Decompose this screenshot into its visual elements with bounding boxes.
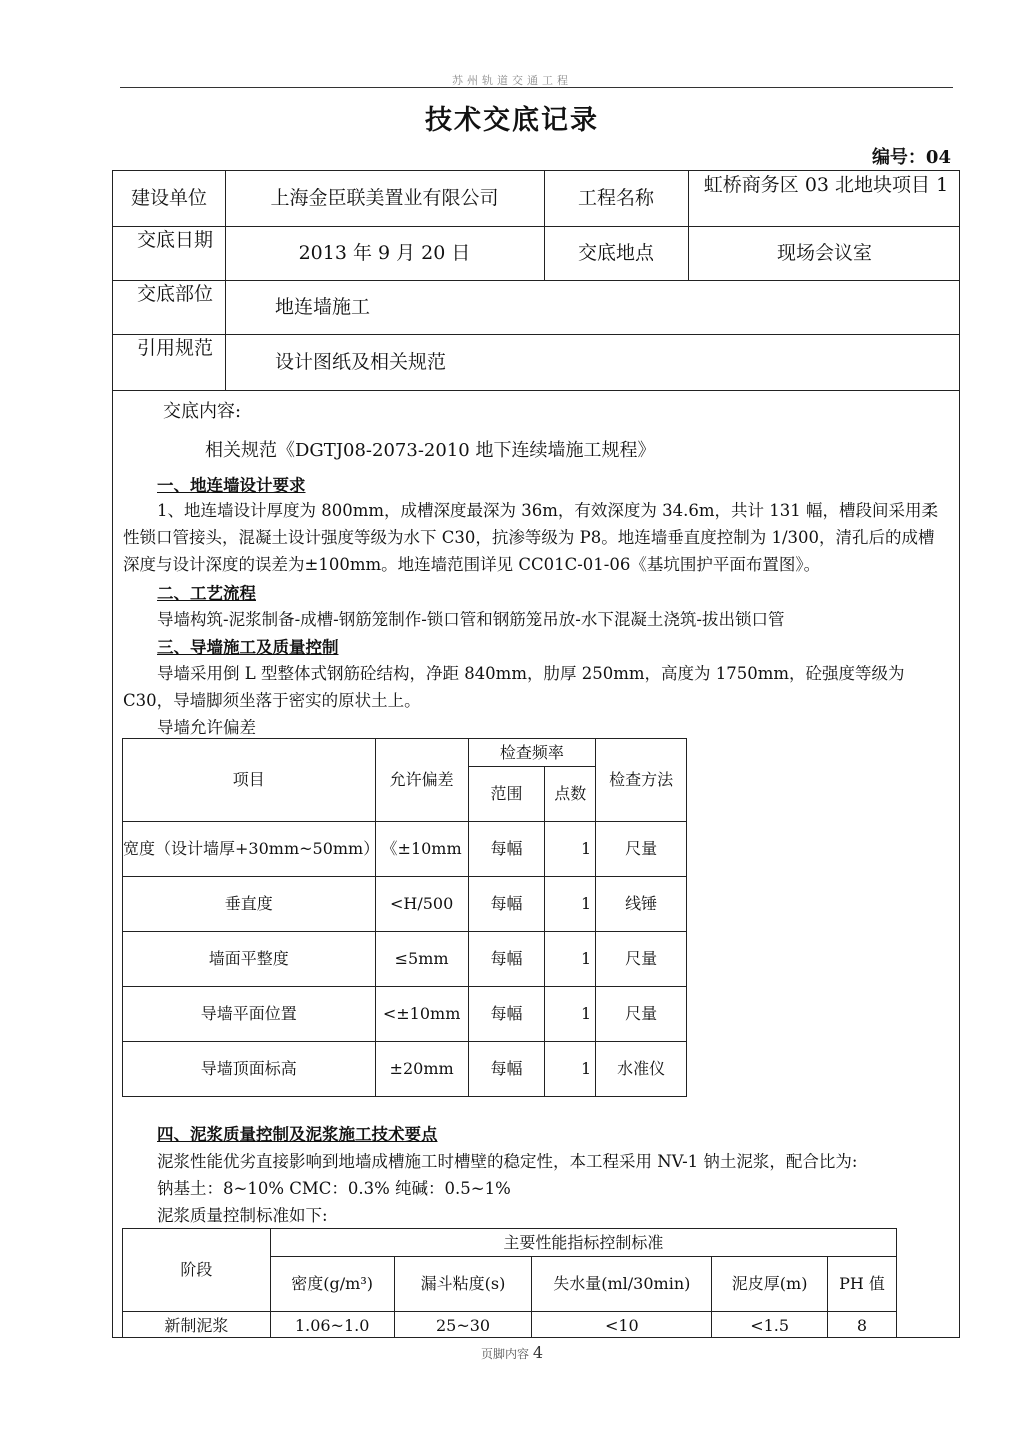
row-range: 每幅 <box>468 1042 545 1097</box>
section-4-text-3: 泥浆质量控制标准如下: <box>157 1206 328 1225</box>
row-points: 1 <box>545 1042 596 1097</box>
section-2-title: 二、工艺流程 <box>157 584 256 603</box>
row-points: 1 <box>545 877 596 932</box>
section-3-text: 导墙采用倒 L 型整体式钢筋砼结构，净距 840mm，肋厚 250mm，高度为 1750mm，砼强度等级为 C30，导墙脚须坐落于密实的原状土上。 <box>123 664 905 710</box>
section-4-text-1: 泥浆性能优劣直接影响到地墙成槽施工时槽壁的稳定性，本工程采用 NV-1 钠土泥浆，配合比为: <box>157 1152 858 1171</box>
date-label: 交底日期 <box>136 229 213 251</box>
mud-row-value: <1.5 <box>712 1312 828 1339</box>
mud-col-cake: 泥皮厚(m) <box>712 1257 828 1312</box>
header-rule <box>120 87 953 88</box>
header-allowance: 允许偏差 <box>375 739 468 822</box>
row-item: 墙面平整度 <box>123 932 376 987</box>
mud-col-density: 密度(g/m³) <box>270 1257 394 1312</box>
part-label: 交底部位 <box>136 283 213 305</box>
project-label: 工程名称 <box>577 187 654 209</box>
row-item: 垂直度 <box>123 877 376 932</box>
builder-label: 建设单位 <box>130 187 207 209</box>
standard-reference: 相关规范《DGTJ08-2073-2010 地下连续墙施工规程》 <box>205 440 656 461</box>
mud-col-water-loss: 失水量(ml/30min) <box>532 1257 712 1312</box>
place-value: 现场会议室 <box>776 242 872 264</box>
section-1-text: 1、地连墙设计厚度为 800mm，成槽深度最深为 36m，有效深度为 34.6m，共计 131 幅，槽段间采用柔性锁口管接头，混凝土设计强度等级为水下 C30，抗渗等级为 P8。地连墙垂直度控制为 1/300，清孔后的成槽深度与设计深度的误差为±100mm。地连墙范围详见 CC01C-01-06《基坑围护平面布置图》。 <box>123 501 939 574</box>
mud-row-value: 8 <box>828 1312 897 1339</box>
row-allowance: 《±10mm <box>375 822 468 877</box>
footer-label: 页脚内容 <box>480 1347 529 1361</box>
grid-line <box>113 226 959 227</box>
page-title: 技术交底记录 <box>425 105 599 136</box>
page-footer <box>0 1343 1024 1362</box>
row-item: 宽度（设计墙厚+30mm~50mm） <box>123 822 376 877</box>
place-label: 交底地点 <box>577 242 654 264</box>
mud-row-value: 1.06~1.0 <box>270 1312 394 1339</box>
table-row <box>123 987 687 1042</box>
section-2-text: 导墙构筑-泥浆制备-成槽-钢筋笼制作-锁口管和钢筋笼吊放-水下混凝土浇筑-拔出锁口管 <box>157 610 785 629</box>
table-row <box>123 1312 897 1339</box>
page-number: 4 <box>532 1343 544 1362</box>
header-frequency: 检查频率 <box>468 739 596 767</box>
content-heading: 交底内容: <box>163 401 242 422</box>
row-points: 1 <box>545 822 596 877</box>
row-range: 每幅 <box>468 822 545 877</box>
project-value: 虹桥商务区 03 北地块项目 1 <box>703 174 949 196</box>
section-4-title: 四、泥浆质量控制及泥浆施工技术要点 <box>157 1125 438 1144</box>
mud-row-value: 25~30 <box>394 1312 532 1339</box>
row-method: 尺量 <box>596 932 687 987</box>
grid-line <box>113 280 959 281</box>
row-item: 导墙平面位置 <box>123 987 376 1042</box>
reference-value: 设计图纸及相关规范 <box>275 351 447 373</box>
record-form <box>112 170 960 1338</box>
grid-line <box>113 390 959 391</box>
table-row <box>123 877 687 932</box>
header-method: 检查方法 <box>596 739 687 822</box>
mud-row-stage: 新制泥浆 <box>123 1312 271 1339</box>
row-range: 每幅 <box>468 987 545 1042</box>
document-number: 编号：04 <box>871 147 951 168</box>
date-value: 2013 年 9 月 20 日 <box>298 242 471 264</box>
row-method: 尺量 <box>596 822 687 877</box>
row-method: 水准仪 <box>596 1042 687 1097</box>
reference-label: 引用规范 <box>136 337 213 359</box>
row-points: 1 <box>545 987 596 1042</box>
grid-line <box>113 334 959 335</box>
row-item: 导墙顶面标高 <box>123 1042 376 1097</box>
header-range: 范围 <box>468 767 545 822</box>
row-range: 每幅 <box>468 932 545 987</box>
row-allowance: ±20mm <box>375 1042 468 1097</box>
mud-stage-header: 阶段 <box>123 1229 271 1312</box>
part-value: 地连墙施工 <box>275 296 371 318</box>
table-row <box>123 932 687 987</box>
section-4-text-2: 钠基土：8~10% CMC：0.3% 纯碱：0.5~1% <box>157 1179 511 1198</box>
mud-col-viscosity: 漏斗粘度(s) <box>394 1257 532 1312</box>
tolerance-heading: 导墙允许偏差 <box>157 718 256 737</box>
row-allowance: <±10mm <box>375 987 468 1042</box>
tolerance-table <box>122 738 687 1097</box>
mud-col-ph: PH 值 <box>828 1257 897 1312</box>
mud-row-value: <10 <box>532 1312 712 1339</box>
builder-value: 上海金臣联美置业有限公司 <box>270 187 499 209</box>
section-3-title: 三、导墙施工及质量控制 <box>157 638 339 657</box>
header-item: 项目 <box>123 739 376 822</box>
row-allowance: ≤5mm <box>375 932 468 987</box>
row-points: 1 <box>545 932 596 987</box>
section-1-title: 一、地连墙设计要求 <box>157 476 306 495</box>
mud-standard-table <box>122 1228 897 1338</box>
row-method: 线锤 <box>596 877 687 932</box>
row-allowance: <H/500 <box>375 877 468 932</box>
row-method: 尺量 <box>596 987 687 1042</box>
running-header: 苏州轨道交通工程 <box>452 74 572 87</box>
header-points: 点数 <box>545 767 596 822</box>
row-range: 每幅 <box>468 877 545 932</box>
mud-main-header: 主要性能指标控制标准 <box>270 1229 896 1257</box>
table-row <box>123 1042 687 1097</box>
table-row <box>123 822 687 877</box>
